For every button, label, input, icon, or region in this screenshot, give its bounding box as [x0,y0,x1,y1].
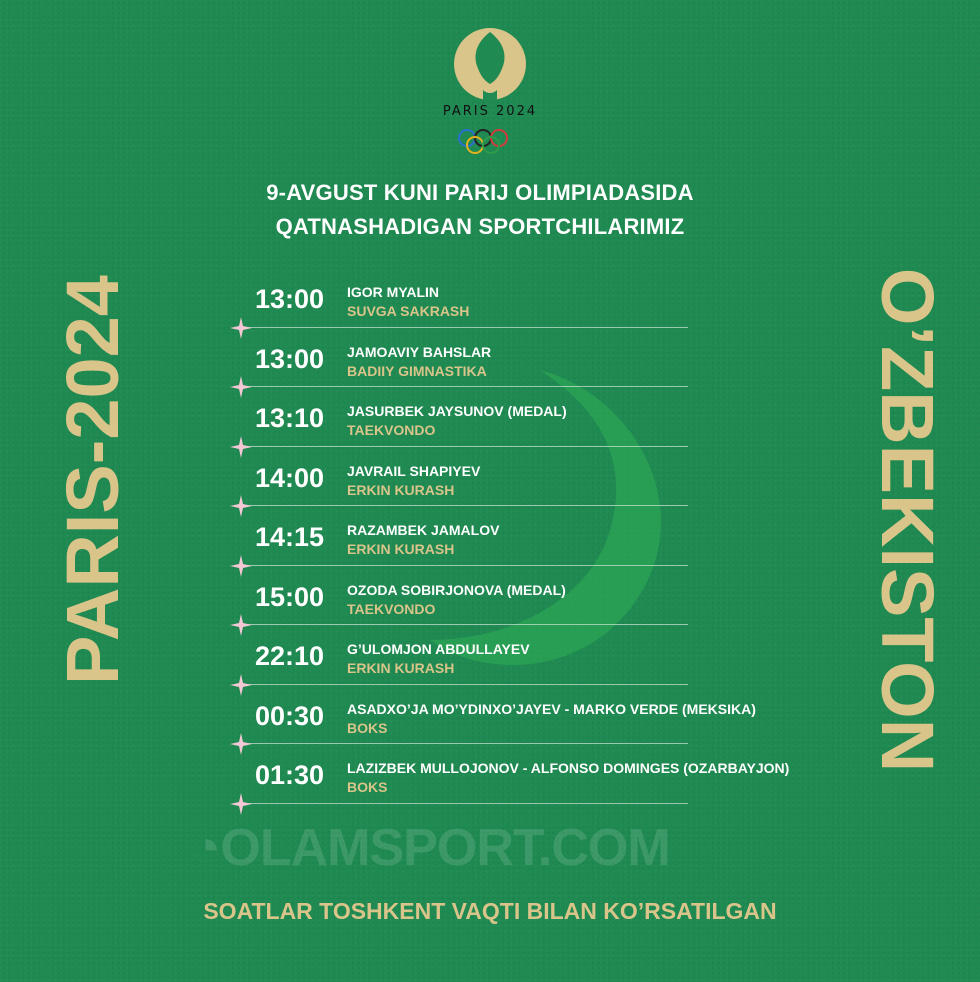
athlete-name: RAZAMBEK JAMALOV [347,522,500,538]
sport-name: TAEKVONDO [347,600,436,617]
headline-line2: QATNASHADIGAN SPORTCHILARIMIZ [275,214,685,239]
headline [180,176,780,244]
event-time: 14:00 [255,462,325,493]
row-divider [240,624,688,625]
athlete-name: IGOR MYALIN [347,284,440,300]
event-time: 15:00 [255,581,325,612]
athlete-name: G’ULOMJON ABDULLAYEV [347,641,530,657]
schedule-row [240,752,800,812]
footer-note: SOATLAR TOSHKENT VAQTI BILAN KO’RSATILGAN [203,898,777,924]
sport-name: BOKS [347,779,388,795]
schedule-row [240,574,800,634]
logo-text: PARIS 2024 [442,104,538,119]
row-divider [240,803,688,804]
schedule-row [240,514,800,574]
sport-name: ERKIN KURASH [347,541,455,557]
sport-name: BADIIY GIMNASTIKA [347,362,487,379]
event-time: 13:10 [255,403,325,433]
athlete-name: JASURBEK JAYSUNOV (MEDAL) [347,403,567,419]
watermark-text: OLAMSPORT.COM [220,819,670,877]
schedule-row [240,693,800,753]
side-text-left: PARIS-2024 [51,275,134,685]
headline-line1: 9-AVGUST KUNI PARIJ OLIMPIADASIDA [266,180,694,205]
schedule-list [240,276,800,812]
event-time: 14:15 [255,522,325,552]
row-divider [240,327,688,328]
sparkle-icon [230,793,252,815]
athlete-name: JAMOAVIY BAHSLAR [347,343,492,360]
sport-name: ERKIN KURASH [347,660,455,676]
schedule-row [240,395,800,455]
schedule-row [240,336,800,396]
athlete-name: OZODA SOBIRJONOVA (MEDAL) [347,581,566,598]
row-divider [240,565,688,566]
row-divider [240,505,688,506]
sport-name: ERKIN KURASH [347,481,455,498]
sport-name: BOKS [347,719,388,736]
athlete-name: ASADXO’JA MO’YDINXO’JAYEV - MARKO VERDE (MEKSIKA) [347,700,756,717]
event-time: 00:30 [255,700,325,731]
schedule-row [240,455,800,515]
schedule-row [240,633,800,693]
watermark-logo-icon: ◔ [190,819,221,877]
paris-2024-logo [425,18,555,158]
event-time: 22:10 [255,641,325,671]
sport-name: TAEKVONDO [347,422,436,438]
sport-name: SUVGA SAKRASH [347,303,470,319]
row-divider [240,446,688,447]
schedule-row [240,276,800,336]
row-divider [240,386,688,387]
event-time: 13:00 [255,284,325,314]
athlete-name: JAVRAIL SHAPIYEV [347,462,481,479]
row-divider [240,684,688,685]
athlete-name: LAZIZBEK MULLOJONOV - ALFONSO DOMINGES (OZARBAYJON) [347,760,790,776]
watermark [190,818,670,878]
side-text-right: O’ZBEKISTON [866,267,949,773]
event-time: 13:00 [255,343,325,374]
event-time: 01:30 [255,760,325,790]
row-divider [240,743,688,744]
